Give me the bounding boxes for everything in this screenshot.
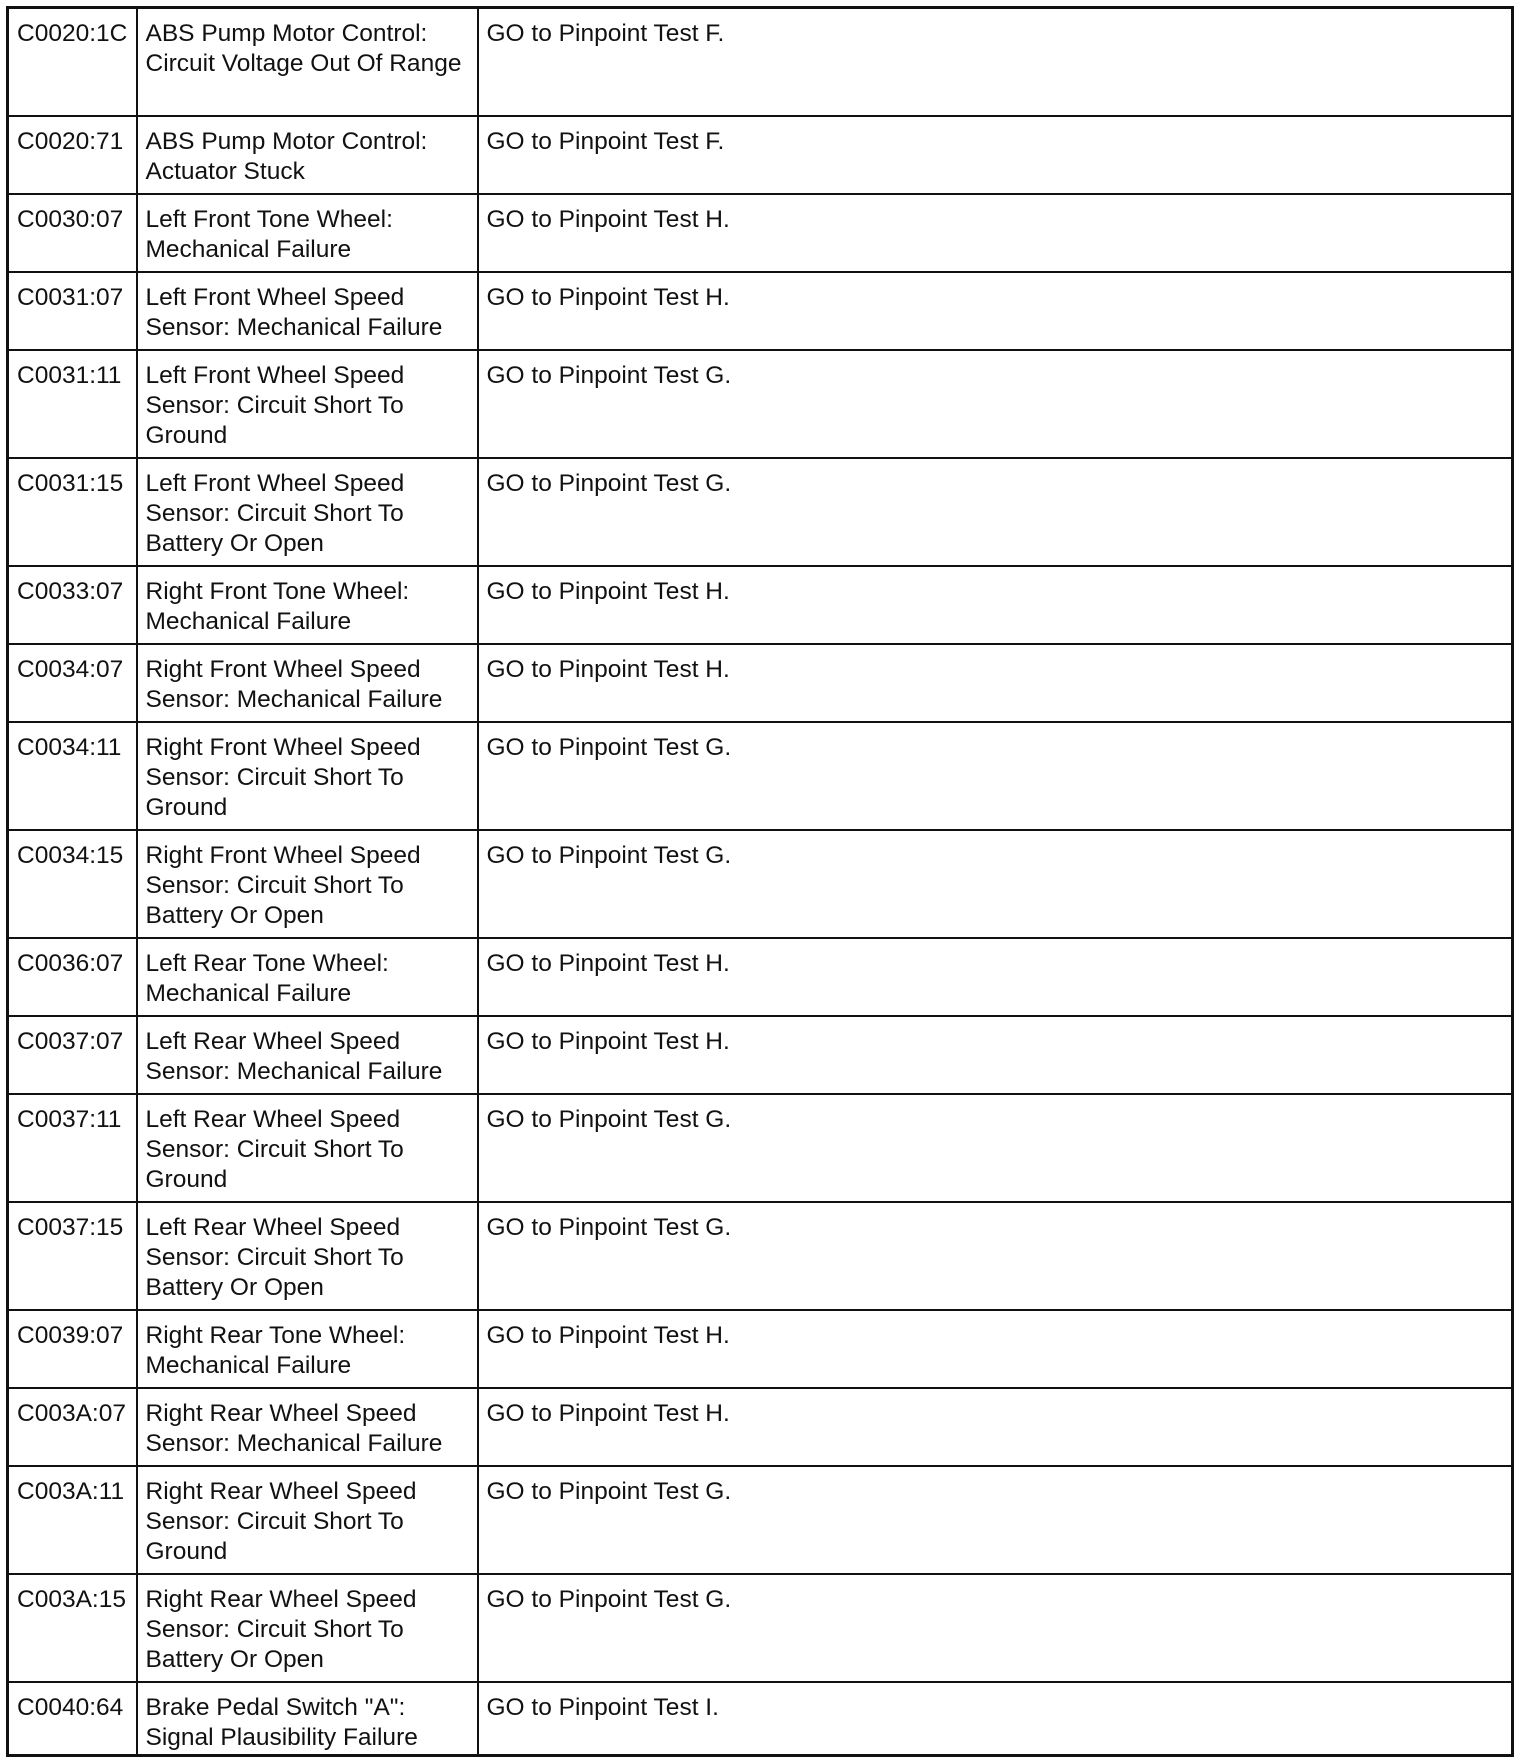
table-row	[8, 1682, 1513, 1756]
dtc-code-cell: C0030:07	[8, 194, 137, 272]
table-row	[8, 350, 1513, 458]
dtc-description-cell: Left Front Tone Wheel: Mechanical Failure	[137, 194, 478, 272]
table-row	[8, 8, 1513, 116]
table-row	[8, 566, 1513, 644]
dtc-action-cell: GO to Pinpoint Test G.	[478, 722, 1513, 830]
dtc-action-cell: GO to Pinpoint Test G.	[478, 458, 1513, 566]
dtc-code-cell: C0036:07	[8, 938, 137, 1016]
dtc-action-cell: GO to Pinpoint Test G.	[478, 1574, 1513, 1682]
table-row	[8, 938, 1513, 1016]
dtc-code-cell: C0040:64	[8, 1682, 137, 1756]
table-row	[8, 116, 1513, 194]
dtc-description-cell: Right Front Wheel Speed Sensor: Circuit Short To Ground	[137, 722, 478, 830]
dtc-action-cell: GO to Pinpoint Test H.	[478, 1310, 1513, 1388]
dtc-code-cell: C0031:11	[8, 350, 137, 458]
dtc-code-cell: C0034:15	[8, 830, 137, 938]
dtc-action-cell: GO to Pinpoint Test G.	[478, 1094, 1513, 1202]
dtc-code-cell: C0037:07	[8, 1016, 137, 1094]
dtc-code-cell: C0020:1C	[8, 8, 137, 116]
dtc-description-cell: Right Rear Tone Wheel: Mechanical Failure	[137, 1310, 478, 1388]
dtc-description-cell: ABS Pump Motor Control: Actuator Stuck	[137, 116, 478, 194]
dtc-action-cell: GO to Pinpoint Test H.	[478, 1388, 1513, 1466]
table-row	[8, 1202, 1513, 1310]
table-row	[8, 644, 1513, 722]
dtc-action-cell: GO to Pinpoint Test H.	[478, 1016, 1513, 1094]
table-row	[8, 830, 1513, 938]
dtc-code-cell: C003A:15	[8, 1574, 137, 1682]
dtc-action-cell: GO to Pinpoint Test G.	[478, 830, 1513, 938]
dtc-action-cell: GO to Pinpoint Test G.	[478, 1202, 1513, 1310]
table-row	[8, 1310, 1513, 1388]
dtc-code-cell: C003A:11	[8, 1466, 137, 1574]
dtc-description-cell: Right Rear Wheel Speed Sensor: Mechanical Failure	[137, 1388, 478, 1466]
dtc-description-cell: Right Front Wheel Speed Sensor: Circuit Short To Battery Or Open	[137, 830, 478, 938]
dtc-description-cell: Brake Pedal Switch "A": Signal Plausibility Failure	[137, 1682, 478, 1756]
dtc-description-cell: Left Front Wheel Speed Sensor: Mechanical Failure	[137, 272, 478, 350]
table-row	[8, 1388, 1513, 1466]
dtc-code-cell: C003A:07	[8, 1388, 137, 1466]
dtc-action-cell: GO to Pinpoint Test H.	[478, 566, 1513, 644]
dtc-action-cell: GO to Pinpoint Test H.	[478, 644, 1513, 722]
dtc-code-cell: C0037:15	[8, 1202, 137, 1310]
dtc-action-cell: GO to Pinpoint Test H.	[478, 272, 1513, 350]
table-row	[8, 1094, 1513, 1202]
dtc-description-cell: Left Rear Tone Wheel: Mechanical Failure	[137, 938, 478, 1016]
table-row	[8, 1016, 1513, 1094]
table-row	[8, 1466, 1513, 1574]
dtc-code-cell: C0031:07	[8, 272, 137, 350]
dtc-description-cell: Left Front Wheel Speed Sensor: Circuit Short To Ground	[137, 350, 478, 458]
table-row	[8, 458, 1513, 566]
dtc-description-cell: ABS Pump Motor Control: Circuit Voltage Out Of Range	[137, 8, 478, 116]
dtc-code-cell: C0034:07	[8, 644, 137, 722]
dtc-code-cell: C0034:11	[8, 722, 137, 830]
dtc-description-cell: Right Rear Wheel Speed Sensor: Circuit Short To Battery Or Open	[137, 1574, 478, 1682]
dtc-action-cell: GO to Pinpoint Test G.	[478, 350, 1513, 458]
table-row	[8, 194, 1513, 272]
dtc-action-cell: GO to Pinpoint Test H.	[478, 194, 1513, 272]
dtc-action-cell: GO to Pinpoint Test F.	[478, 8, 1513, 116]
dtc-code-cell: C0037:11	[8, 1094, 137, 1202]
dtc-description-cell: Right Front Tone Wheel: Mechanical Failure	[137, 566, 478, 644]
dtc-description-cell: Left Rear Wheel Speed Sensor: Mechanical Failure	[137, 1016, 478, 1094]
dtc-code-cell: C0033:07	[8, 566, 137, 644]
dtc-action-cell: GO to Pinpoint Test G.	[478, 1466, 1513, 1574]
dtc-code-cell: C0020:71	[8, 116, 137, 194]
dtc-action-cell: GO to Pinpoint Test F.	[478, 116, 1513, 194]
dtc-code-cell: C0039:07	[8, 1310, 137, 1388]
dtc-table-body	[8, 8, 1513, 1756]
dtc-description-cell: Right Rear Wheel Speed Sensor: Circuit Short To Ground	[137, 1466, 478, 1574]
dtc-code-cell: C0031:15	[8, 458, 137, 566]
dtc-description-cell: Left Rear Wheel Speed Sensor: Circuit Short To Battery Or Open	[137, 1202, 478, 1310]
dtc-description-cell: Left Front Wheel Speed Sensor: Circuit Short To Battery Or Open	[137, 458, 478, 566]
table-row	[8, 272, 1513, 350]
table-row	[8, 722, 1513, 830]
dtc-description-cell: Left Rear Wheel Speed Sensor: Circuit Short To Ground	[137, 1094, 478, 1202]
dtc-table	[6, 6, 1514, 1757]
table-row	[8, 1574, 1513, 1682]
dtc-action-cell: GO to Pinpoint Test I.	[478, 1682, 1513, 1756]
dtc-description-cell: Right Front Wheel Speed Sensor: Mechanical Failure	[137, 644, 478, 722]
dtc-action-cell: GO to Pinpoint Test H.	[478, 938, 1513, 1016]
